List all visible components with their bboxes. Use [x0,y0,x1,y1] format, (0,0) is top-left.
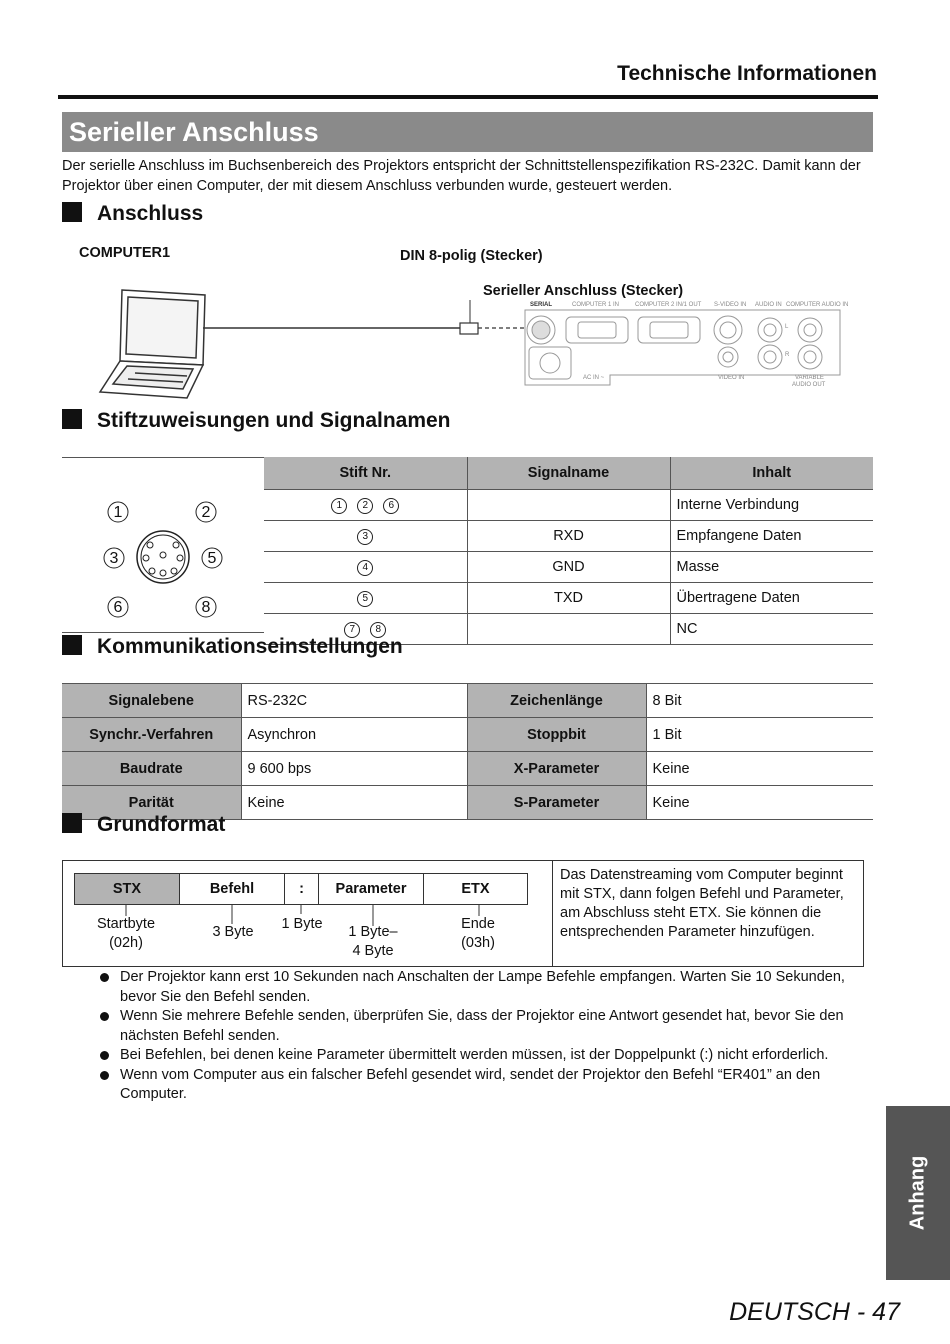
panel-computer1-label: COMPUTER 1 IN [572,302,620,308]
section-header: Technische Informationen [617,62,877,85]
header-rule [58,95,878,99]
serial-label: Serieller Anschluss (Stecker) [483,283,684,299]
notes-list [100,968,870,1105]
pin-label: 3 [109,550,119,567]
format-divider [552,860,553,967]
section-square-icon [62,813,82,833]
setting-value: Keine [646,752,873,786]
section-square-icon [62,409,82,429]
format-field: STX [75,874,180,905]
page-title: Serieller Anschluss [62,112,873,152]
din-label: DIN 8-polig (Stecker) [400,248,543,264]
panel-variable-label: VARIABLE [795,375,824,381]
column-header: Signalname [467,457,670,490]
section-title: Grundformat [97,813,226,836]
section-square-icon [62,202,82,222]
format-description: Das Datenstreaming vom Computer beginnt mit STX, dann folgen Befehl und Parameter, am Abschluss steht ETX. Sie können die entsprechenden Parameter hinzufügen. [560,867,844,940]
pin-number: 3 [357,529,373,545]
panel-computer2-label: COMPUTER 2 IN/1 OUT [635,302,702,308]
pin-label: 6 [113,599,123,616]
format-row [75,874,528,905]
signal-cell [467,614,670,645]
list-item [100,1007,870,1046]
pin-number: 7 [344,622,360,638]
pin-number: 6 [383,498,399,514]
list-item-text: Der Projektor kann erst 10 Sekunden nach Anschalten der Lampe Befehle empfangen. Warten Sie 10 Sekunden, bevor Sie den Befehl senden. [120,969,845,1005]
intro-paragraph: Der serielle Anschluss im Buchsenbereich des Projektors entspricht der Schnittstellenspezifikation RS-232C. Damit kann der Projektor über einen Computer, der mit diesem Anschluss verbunden wurde, gesteuert werden. [62,158,861,194]
setting-key: Signalebene [62,684,241,718]
setting-key: Zeichenlänge [467,684,646,718]
setting-value: Asynchron [241,718,467,752]
setting-value: 8 Bit [646,684,873,718]
list-item-text: Wenn Sie mehrere Befehle senden, überprüfen Sie, dass der Projektor eine Antwort gesendet hat, bevor Sie den nächsten Befehl senden. [120,1008,844,1044]
table-row [62,752,873,786]
setting-value: RS-232C [241,684,467,718]
side-tab-label: Anhang [906,1155,929,1231]
format-note [86,915,166,953]
setting-value: Keine [646,786,873,820]
table-row [264,490,873,521]
side-tab-anhang [886,1106,950,1280]
setting-key: X-Parameter [467,752,646,786]
setting-value: 9 600 bps [241,752,467,786]
table-header-row [264,457,873,490]
setting-value: 1 Bit [646,718,873,752]
column-header: Stift Nr. [264,457,467,490]
signal-cell [467,490,670,521]
list-item [100,1046,870,1066]
panel-r-label: R [785,352,790,358]
note-line: Startbyte [96,916,156,932]
bullet-icon [100,1071,109,1080]
setting-key: Baudrate [62,752,241,786]
section-title: Stiftzuweisungen und Signalnamen [97,409,451,432]
list-item [100,968,870,1007]
pin-diagram-bottom-rule [62,632,264,633]
panel-l-label: L [785,324,789,330]
panel-svideo-label: S-VIDEO IN [714,302,747,308]
pin-cell [264,583,467,614]
content-cell: Masse [670,552,873,583]
section-title: Anschluss [97,202,204,225]
signal-cell: RXD [467,521,670,552]
signal-cell: GND [467,552,670,583]
table-row [264,552,873,583]
pin-number: 8 [370,622,386,638]
pin-number: 1 [331,498,347,514]
content-cell: Empfangene Daten [670,521,873,552]
content-cell: Interne Verbindung [670,490,873,521]
pin-label: 1 [113,504,123,521]
bullet-icon [100,973,109,982]
note-line: Ende [461,916,495,932]
setting-key: Parität [62,786,241,820]
panel-ac-label: AC IN ~ [583,375,605,381]
note-line: (03h) [461,935,495,951]
table-row [264,521,873,552]
panel-audio-out-label: AUDIO OUT [792,382,826,388]
pin-cell [264,552,467,583]
setting-key: Synchr.-Verfahren [62,718,241,752]
content-cell: NC [670,614,873,645]
pin-diagram-top-rule [62,457,264,458]
setting-key: Stoppbit [467,718,646,752]
table-row [62,718,873,752]
format-field: Parameter [319,874,424,905]
computer-label: COMPUTER1 [79,245,171,261]
pin-label: 5 [207,550,217,567]
format-field: ETX [424,874,528,905]
pin-number: 2 [357,498,373,514]
bullet-icon [100,1051,109,1060]
column-header: Inhalt [670,457,873,490]
panel-video-label: VIDEO IN [718,375,745,381]
table-row [264,583,873,614]
list-item-text: Bei Befehlen, bei denen keine Parameter übermittelt werden müssen, ist der Doppelpunkt (:) nicht erforderlich. [120,1047,829,1063]
format-field: : [285,874,319,905]
table-row [62,684,873,718]
section-format [62,813,225,837]
setting-value: Keine [241,786,467,820]
pin-table [264,457,873,645]
pin-number: 5 [357,591,373,607]
laptop-icon [100,290,205,398]
content-cell: Übertragene Daten [670,583,873,614]
page-number: DEUTSCH - 47 [729,1298,900,1326]
format-table [74,873,528,905]
panel-serial-label: SERIAL [530,302,553,308]
format-note [443,915,513,953]
format-note: 1 Byte [281,916,323,932]
section-comm [62,635,403,659]
pin-cell [264,521,467,552]
pin-label: 8 [201,599,211,616]
panel-computer-audio-label: COMPUTER AUDIO IN [786,302,849,308]
pin-number: 4 [357,560,373,576]
section-pins [62,409,451,433]
section-anschluss [62,202,203,226]
section-square-icon [62,635,82,655]
bullet-icon [100,1012,109,1021]
section-title: Kommunikationseinstellungen [97,635,403,658]
panel-audio-label: AUDIO IN [755,302,782,308]
pin-label: 2 [201,504,211,521]
comm-settings-table [62,683,873,820]
format-note: 3 Byte [212,924,254,940]
list-item-text: Wenn vom Computer aus ein falscher Befehl gesendet wird, sendet der Projektor den Befehl “ER401” an den Computer. [120,1066,821,1102]
projector-panel [525,310,840,385]
pin-cell [264,490,467,521]
note-line: 4 Byte [352,943,394,959]
signal-cell: TXD [467,583,670,614]
format-field: Befehl [180,874,285,905]
note-line: (02h) [109,935,143,951]
setting-key: S-Parameter [467,786,646,820]
format-note [333,923,413,961]
list-item [100,1066,870,1105]
note-line: 1 Byte– [348,924,398,940]
